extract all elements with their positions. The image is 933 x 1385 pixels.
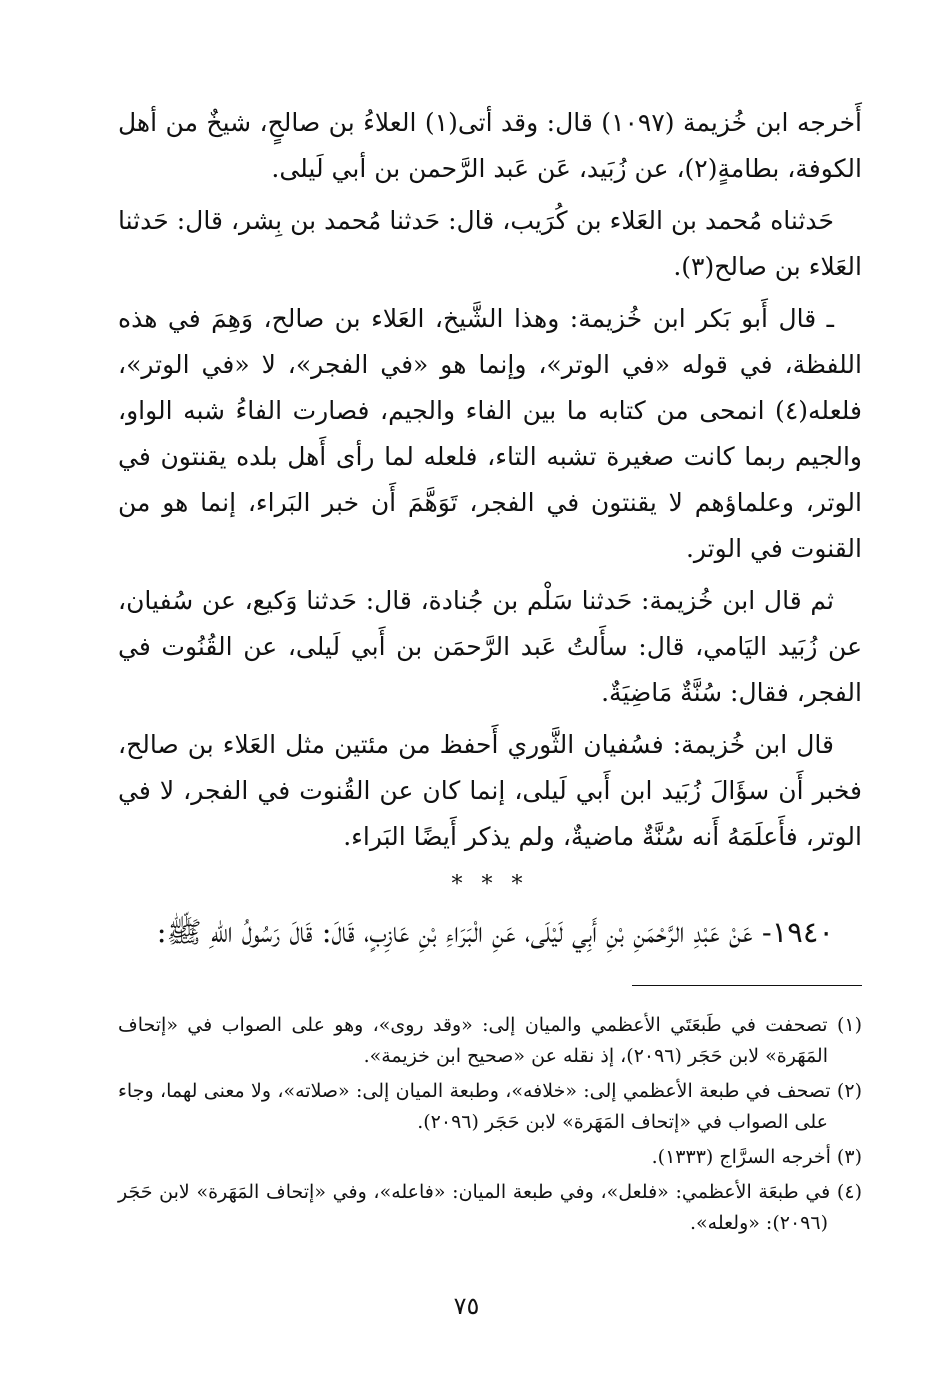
footnote-1: (١) تصحفت في طَبعَتَي الأعظمي والميان إلى: «وقد روى»، وهو على الصواب في «إتحاف المَهَرة» لابن حَجَر (٢٠٩٦)، إذ نقله عن «صحيح ابن خزيمة». [118, 1014, 862, 1067]
hadith-heading: ١٩٤٠- عَنْ عَبْدِ الرَّحْمَنِ بْنِ أَبِي لَيْلَى، عَنِ الْبَرَاءِ بْنِ عَازِبٍ، قَالَ: قَالَ رَسُولُ اللهِ ﷺ: [156, 915, 834, 949]
paragraph-ibn-khuzaymah-comment: ـ قال أَبو بَكر ابن خُزيمة: وهذا الشَّيخ، العَلاء بن صالح، وَهِمَ في هذه اللفظة، في قوله «في الوتر»، وإنما هو «في الفجر»، لا «في الوتر»، فلعله(٤) انمحى من كتابه ما بين الفاء والجيم، فصارت الفاءُ شبه الواو، والجيم ربما كانت صغيرة تشبه التاء، فلعله لما رأى أَهل بلده يقنتون في الوتر، وعلماؤهم لا يقنتون في الفجر، تَوَهَّمَ أَن خبر البَراء، إنما هو من القنوت في الوتر. [118, 304, 862, 563]
paragraph-isnad: حَدثناه مُحمد بن العَلاء بن كُرَيب، قال: حَدثنا مُحمد بن بِشر، قال: حَدثنا العَلاء بن صالح(٣). [118, 206, 862, 281]
footnote-4: (٤) في طبعَة الأعظمي: «فلعل»، وفي طبعة الميان: «فاعله»، وفي «إتحاف المَهَرة» لابن حَجَر (٢٠٩٦): «ولعله». [118, 1181, 862, 1234]
paragraph-ibn-khuzaymah-conclusion: قال ابن خُزيمة: فسُفيان الثَّوري أَحفظ من مئتين مثل العَلاء بن صالح، فخبر أَن سؤَالَ زُبَيد ابن أَبي لَيلى، إنما كان عن القُنوت في الفجر، لا في الوتر، فأَعلَمَهُ أَنه سُنَّةٌ ماضيةٌ، ولم يذكر أَيضًا البَراء. [118, 730, 862, 851]
footnote-3: (٣) أخرجه السرَّاج (١٣٣٣). [651, 1146, 862, 1168]
footnotes [118, 1010, 862, 1243]
main-text [118, 100, 862, 958]
paragraph-sufyan-report: ثم قال ابن خُزيمة: حَدثنا سَلْم بن جُنادة، قال: حَدثنا وَكيع، عن سُفيان، عن زُبَيد اليَامي، قال: سأَلتُ عَبد الرَّحمَن بن أَبي لَيلى، عن القُنُوت في الفجر، فقال: سُنَّةٌ مَاضِيَةٌ. [118, 586, 862, 707]
section-separator: * * * [451, 872, 529, 897]
footnote-divider [632, 985, 862, 986]
page-number: ٧٥ [453, 1292, 480, 1320]
paragraph-takhrij: أَخرجه ابن خُزيمة (١٠٩٧) قال: وقد أتى(١) العلاءُ بن صالحٍ، شيخٌ من أهل الكوفة، بطامةٍ(٢)، عن زُبَيد، عَن عَبد الرَّحمن بن أبي لَيلى. [118, 108, 862, 183]
footnote-2: (٢) تصحف في طبعة الأعظمي إلى: «خلافه»، وطبعة الميان إلى: «صلاته»، ولا معنى لهما، وجاء على الصواب في «إتحاف المَهَرة» لابن حَجَر (٢٠٩٦). [118, 1080, 862, 1133]
